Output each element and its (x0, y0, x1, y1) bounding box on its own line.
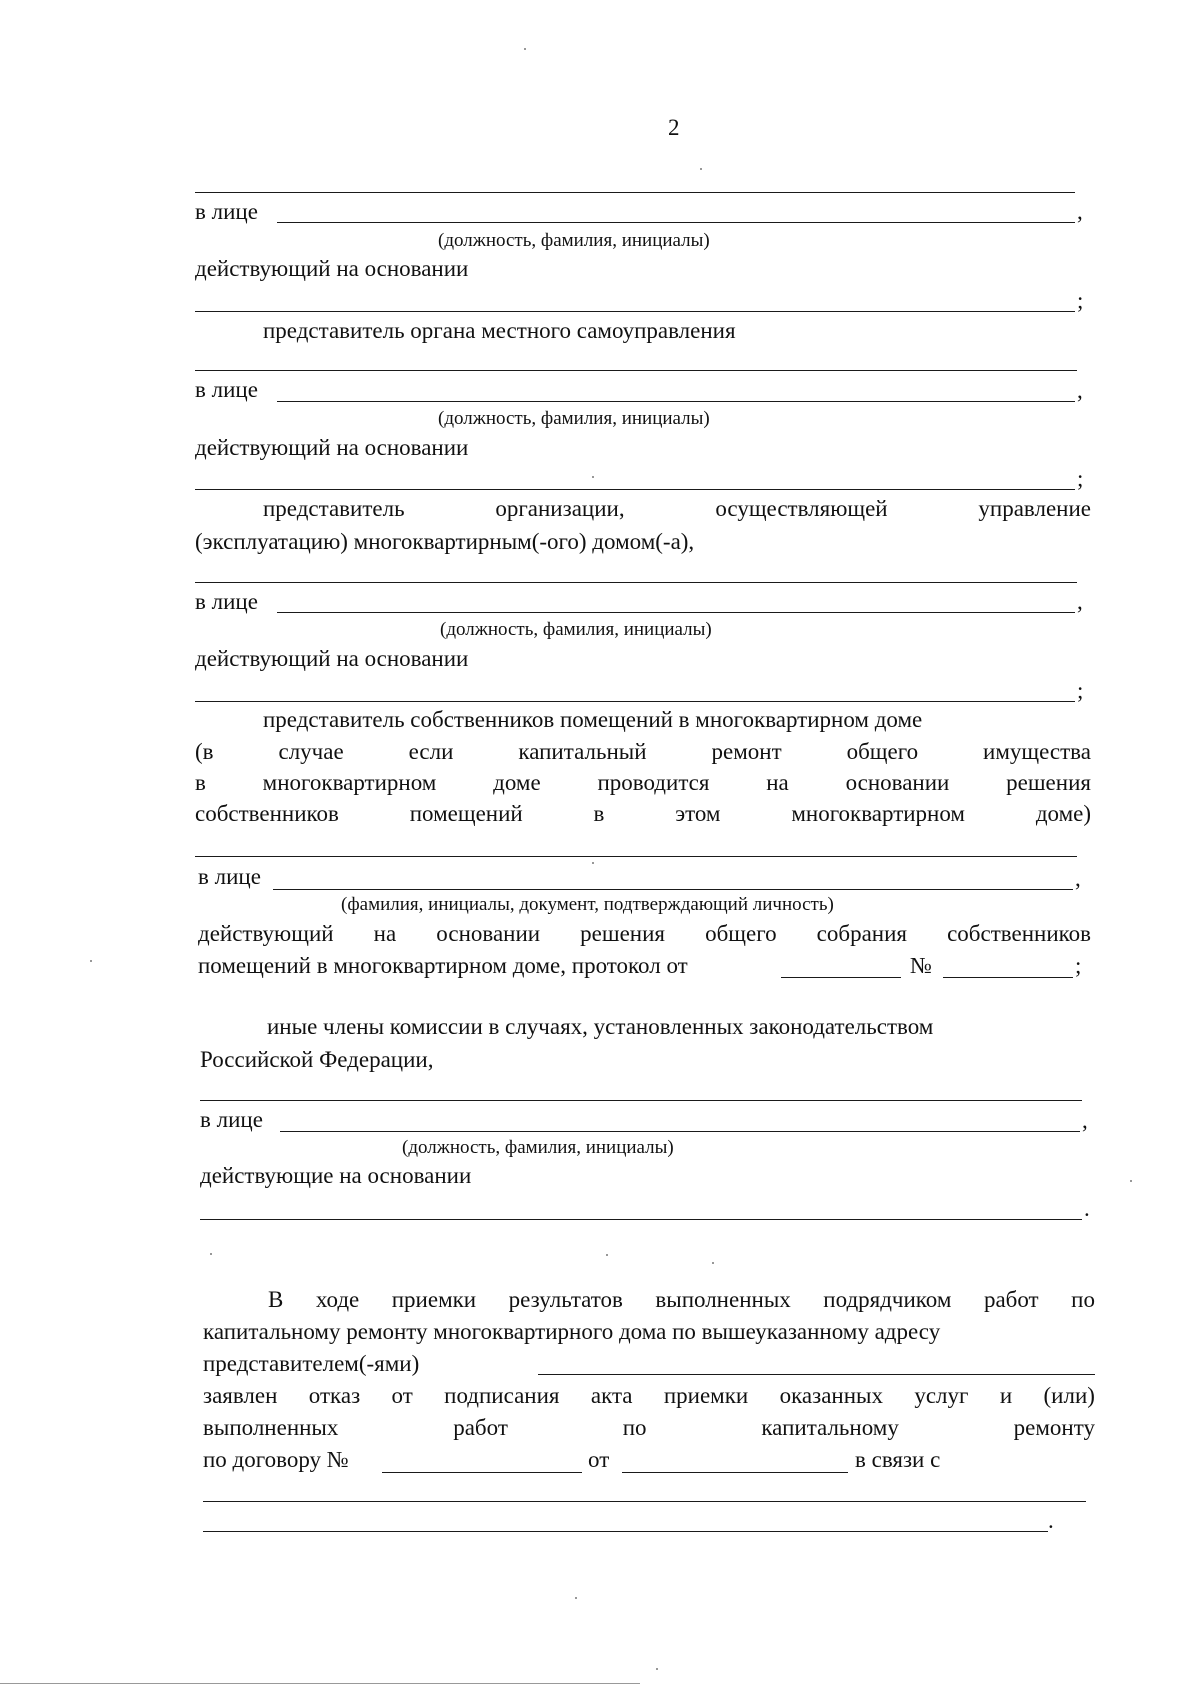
blank-line[interactable] (195, 370, 1077, 371)
acceptance-line-2: капитальному ремонту многоквартирного дома по вышеуказанному адресу (203, 1319, 941, 1344)
other-members-line-1: иные члены комиссии в случаях, установленных законодательством (267, 1014, 934, 1039)
basis-blank[interactable] (195, 311, 1075, 312)
field-caption: (должность, фамилия, инициалы) (438, 230, 710, 251)
scan-speck (575, 1597, 577, 1599)
owners-rep-line-1: представитель собственников помещений в многоквартирном доме (263, 707, 923, 732)
mgmt-org-line-1: представитель организации, осуществляющей управление (263, 496, 1091, 521)
scan-speck (592, 862, 594, 864)
acceptance-line-5: выполненных работ по капитальному ремонту (203, 1415, 1095, 1440)
v-litse-label: в лице (200, 1107, 263, 1132)
owners-rep-line-2: (в случае если капитальный ремонт общего имущества (195, 739, 1091, 764)
numero-sign: № (910, 953, 932, 978)
scan-speck (592, 476, 594, 478)
page-number: 2 (668, 115, 680, 140)
v-litse-label: в лице (195, 589, 258, 614)
period: . (1048, 1508, 1054, 1533)
owners-meeting-line-2: помещений в многоквартирном доме, протокол от (198, 953, 688, 978)
contract-label: по договору № (203, 1447, 349, 1472)
v-litse-label: в лице (198, 864, 261, 889)
protocol-date-blank[interactable] (781, 977, 901, 978)
owners-rep-line-4: собственников помещений в этом многоквартирном доме) (195, 801, 1091, 826)
scan-speck (1130, 1180, 1132, 1182)
comma: , (1077, 378, 1083, 403)
acceptance-line-4: заявлен отказ от подписания акта приемки оказанных услуг и (или) (203, 1383, 1095, 1408)
other-members-line-2: Российской Федерации, (200, 1047, 434, 1072)
scan-speck (524, 48, 526, 50)
reason-blank-2[interactable] (203, 1531, 1048, 1532)
comma: , (1077, 199, 1083, 224)
representative-blank[interactable] (277, 612, 1075, 613)
blank-line (195, 192, 1075, 193)
reason-label: в связи с (855, 1447, 941, 1472)
contract-number-blank[interactable] (382, 1472, 582, 1473)
acting-basis-plural-label: действующие на основании (200, 1163, 472, 1188)
v-litse-label: в лице (195, 377, 258, 402)
scan-speck (700, 168, 702, 170)
scan-speck (90, 960, 92, 962)
acceptance-line-3: представителем(-ями) (203, 1351, 420, 1376)
blank-line[interactable] (200, 1100, 1082, 1101)
comma: , (1082, 1108, 1088, 1133)
representative-blank[interactable] (277, 401, 1075, 402)
scan-speck (712, 1262, 714, 1264)
basis-blank[interactable] (195, 489, 1075, 490)
semicolon: ; (1077, 678, 1084, 703)
acceptance-line-1: В ходе приемки результатов выполненных подрядчиком работ по (268, 1287, 1095, 1312)
from-label: от (588, 1447, 610, 1472)
period: . (1084, 1196, 1090, 1221)
semicolon: ; (1077, 288, 1084, 313)
comma: , (1075, 866, 1081, 891)
page-bottom-edge (0, 1683, 640, 1684)
field-caption: (должность, фамилия, инициалы) (438, 408, 710, 429)
comma: , (1077, 589, 1083, 614)
field-caption: (должность, фамилия, инициалы) (440, 619, 712, 640)
representative-blank[interactable] (280, 1131, 1080, 1132)
scan-speck (606, 1254, 608, 1256)
representatives-blank[interactable] (538, 1374, 1095, 1375)
owners-meeting-line-1: действующий на основании решения общего собрания собственников (198, 921, 1091, 946)
blank-line[interactable] (195, 856, 1077, 857)
scan-speck (656, 1668, 658, 1670)
field-caption: (должность, фамилия, инициалы) (402, 1137, 674, 1158)
contract-date-blank[interactable] (622, 1472, 848, 1473)
acting-basis-label: действующий на основании (195, 646, 469, 671)
owners-rep-line-3: в многоквартирном доме проводится на основании решения (195, 770, 1091, 795)
scan-speck (210, 1253, 212, 1255)
semicolon: ; (1075, 953, 1082, 978)
local-gov-rep-heading: представитель органа местного самоуправления (263, 318, 736, 343)
representative-blank[interactable] (277, 222, 1075, 223)
basis-blank[interactable] (200, 1219, 1082, 1220)
reason-blank-1[interactable] (203, 1501, 1086, 1502)
owner-field-caption: (фамилия, инициалы, документ, подтверждающий личность) (341, 894, 834, 915)
basis-blank[interactable] (195, 701, 1075, 702)
acting-basis-label: действующий на основании (195, 435, 469, 460)
mgmt-org-line-2: (эксплуатацию) многоквартирным(-ого) домом(-а), (195, 529, 695, 554)
v-litse-label: в лице (195, 199, 258, 224)
semicolon: ; (1077, 466, 1084, 491)
acting-basis-label: действующий на основании (195, 256, 469, 281)
protocol-number-blank[interactable] (943, 977, 1073, 978)
owner-representative-blank[interactable] (273, 889, 1073, 890)
blank-line[interactable] (195, 582, 1077, 583)
